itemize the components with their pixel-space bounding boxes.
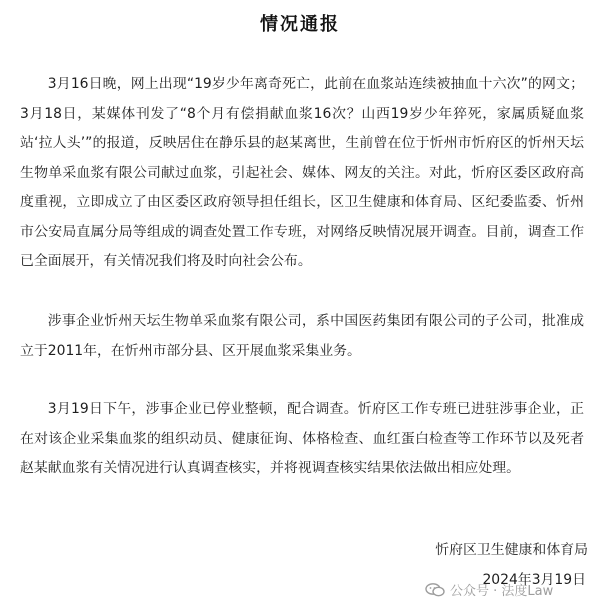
issuer-signature: 忻府区卫生健康和体育局 <box>435 542 588 558</box>
document-title: 情况通报 <box>260 14 340 35</box>
issue-date: 2024年3月19日 <box>482 572 586 588</box>
paragraph-2: 涉事企业忻州天坛生物单采血浆有限公司，系中国医药集团有限公司的子公司，批准成立于2011年，在忻州市部分县、区开展血浆采集业务。 <box>20 313 584 359</box>
watermark-text: 公众号 · 法度Law <box>450 584 554 599</box>
paragraph-3: 3月19日下午，涉事企业已停业整顿，配合调查。忻府区工作专班已进驻涉事企业，正在对该企业采集血浆的组织动员、健康征询、体格检查、血红蛋白检查等工作环节以及死者赵某献血浆有关情况进行认真调查核实，并将视调查核实结果依法做出相应处理。 <box>20 401 584 476</box>
wechat-official-account-icon <box>425 583 445 597</box>
paragraph-1: 3月16日晚，网上出现“19岁少年离奇死亡，此前在血浆站连续被抽血十六次”的网文；3月18日，某媒体刊发了“8个月有偿捐献血浆16次？山西19岁少年猝死，家属质疑血浆站‘拉人头’”的报道，反映居住在静乐县的赵某离世，生前曾在位于忻州市忻府区的忻州天坛生物单采血浆有限公司献过血浆，引起社会、媒体、网友的关注。对此，忻府区委区政府高度重视，立即成立了由区委区政府领导担任组长，区卫生健康和体育局、区纪委监委、忻州市公安局直属分局等组成的调查处置工作专班，对网络反映情况展开调查。目前，调查工作已全面展开，有关情况我们将及时向社会公布。 <box>20 76 584 269</box>
watermark <box>425 580 553 599</box>
